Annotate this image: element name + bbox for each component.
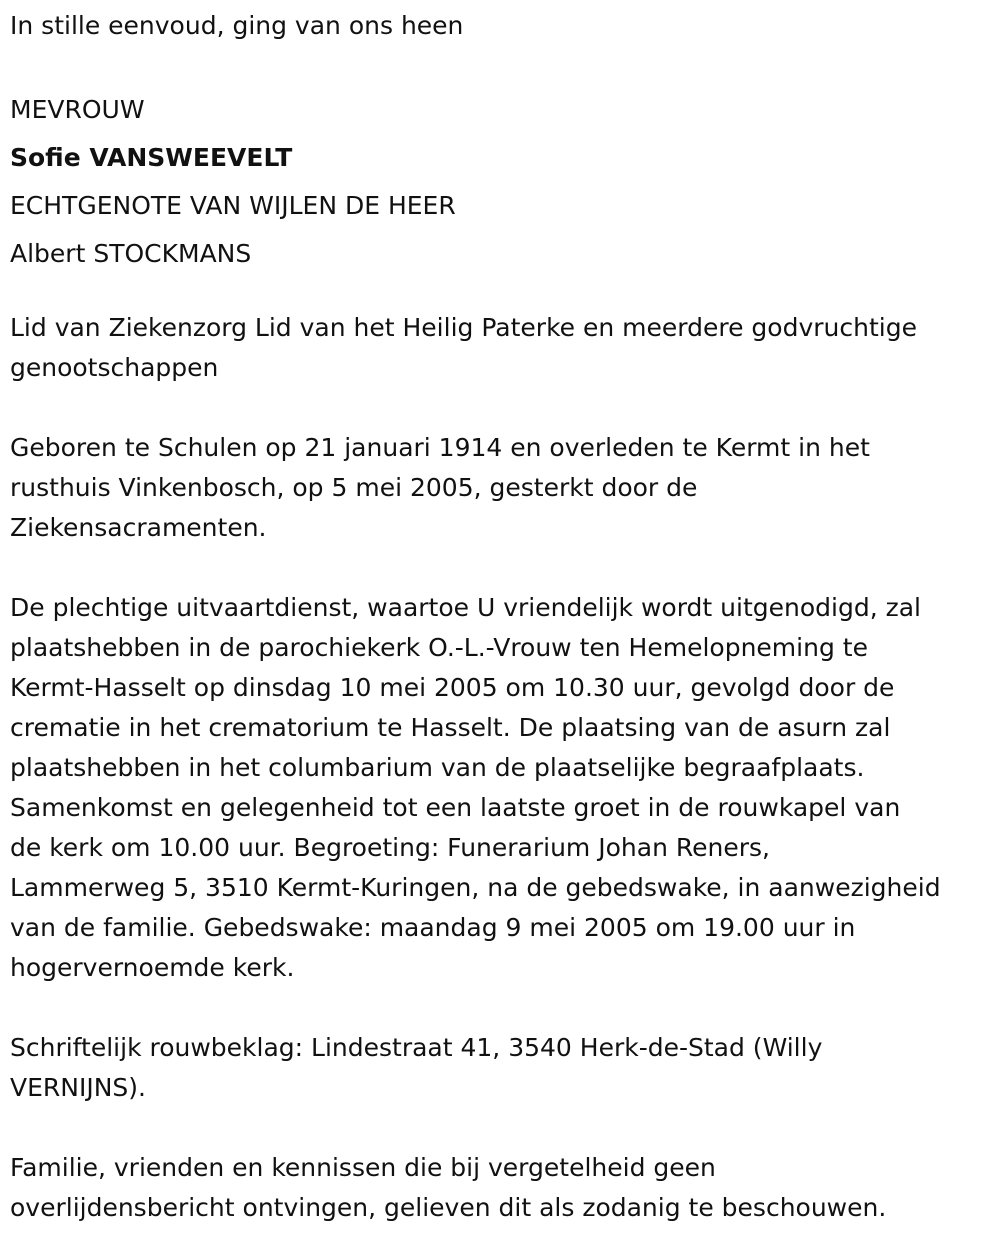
paragraph-line: rusthuis Vinkenbosch, op 5 mei 2005, gesterkt door de — [10, 473, 698, 502]
paragraph-line: genootschappen — [10, 353, 219, 382]
paragraph-line: Ziekensacramenten. — [10, 513, 267, 542]
spouse-name: Albert STOCKMANS — [10, 239, 252, 268]
spacer — [10, 278, 990, 308]
paragraph-line: Familie, vrienden en kennissen die bij vergetelheid geen — [10, 1153, 716, 1182]
paragraph-line: Geboren te Schulen op 21 januari 1914 en overleden te Kermt in het — [10, 433, 870, 462]
paragraph-line: van de familie. Gebedswake: maandag 9 mei 2005 om 19.00 uur in — [10, 913, 856, 942]
paragraph-line: hogervernoemde kerk. — [10, 953, 295, 982]
paragraph-line: de kerk om 10.00 uur. Begroeting: Funerarium Johan Reners, — [10, 833, 770, 862]
spacer — [10, 548, 990, 588]
paragraph-line: Samenkomst en gelegenheid tot een laatste groet in de rouwkapel van — [10, 793, 901, 822]
title-prefix: MEVROUW — [10, 95, 145, 124]
spacer — [10, 388, 990, 428]
paragraph-line: De plechtige uitvaartdienst, waartoe U vriendelijk wordt uitgenodigd, zal — [10, 593, 921, 622]
paragraph-line: Lid van Ziekenzorg Lid van het Heilig Paterke en meerdere godvruchtige — [10, 313, 917, 342]
intro-text: In stille eenvoud, ging van ons heen — [10, 11, 464, 40]
spacer — [10, 988, 990, 1028]
paragraph-line: plaatshebben in de parochiekerk O.-L.-Vrouw ten Hemelopneming te — [10, 633, 868, 662]
deceased-name: Sofie VANSWEEVELT — [10, 143, 293, 172]
spacer — [10, 46, 990, 86]
memberships-paragraph — [10, 308, 990, 388]
paragraph-line: plaatshebben in het columbarium van de plaatselijke begraafplaats. — [10, 753, 865, 782]
paragraph-line: Schriftelijk rouwbeklag: Lindestraat 41, 3540 Herk-de-Stad (Willy — [10, 1033, 823, 1062]
funeral-paragraph — [10, 588, 990, 988]
closing-paragraph — [10, 1148, 990, 1228]
condolences-paragraph — [10, 1028, 990, 1108]
paragraph-line: Lammerweg 5, 3510 Kermt-Kuringen, na de gebedswake, in aanwezigheid — [10, 873, 941, 902]
deceased-block — [10, 86, 990, 278]
paragraph-line: Kermt-Hasselt op dinsdag 10 mei 2005 om 10.30 uur, gevolgd door de — [10, 673, 895, 702]
birth-death-paragraph — [10, 428, 990, 548]
paragraph-line: VERNIJNS). — [10, 1073, 146, 1102]
spacer — [10, 1108, 990, 1148]
relation-text: ECHTGENOTE VAN WIJLEN DE HEER — [10, 191, 456, 220]
paragraph-line: crematie in het crematorium te Hasselt. De plaatsing van de asurn zal — [10, 713, 891, 742]
paragraph-line: overlijdensbericht ontvingen, gelieven dit als zodanig te beschouwen. — [10, 1193, 887, 1222]
